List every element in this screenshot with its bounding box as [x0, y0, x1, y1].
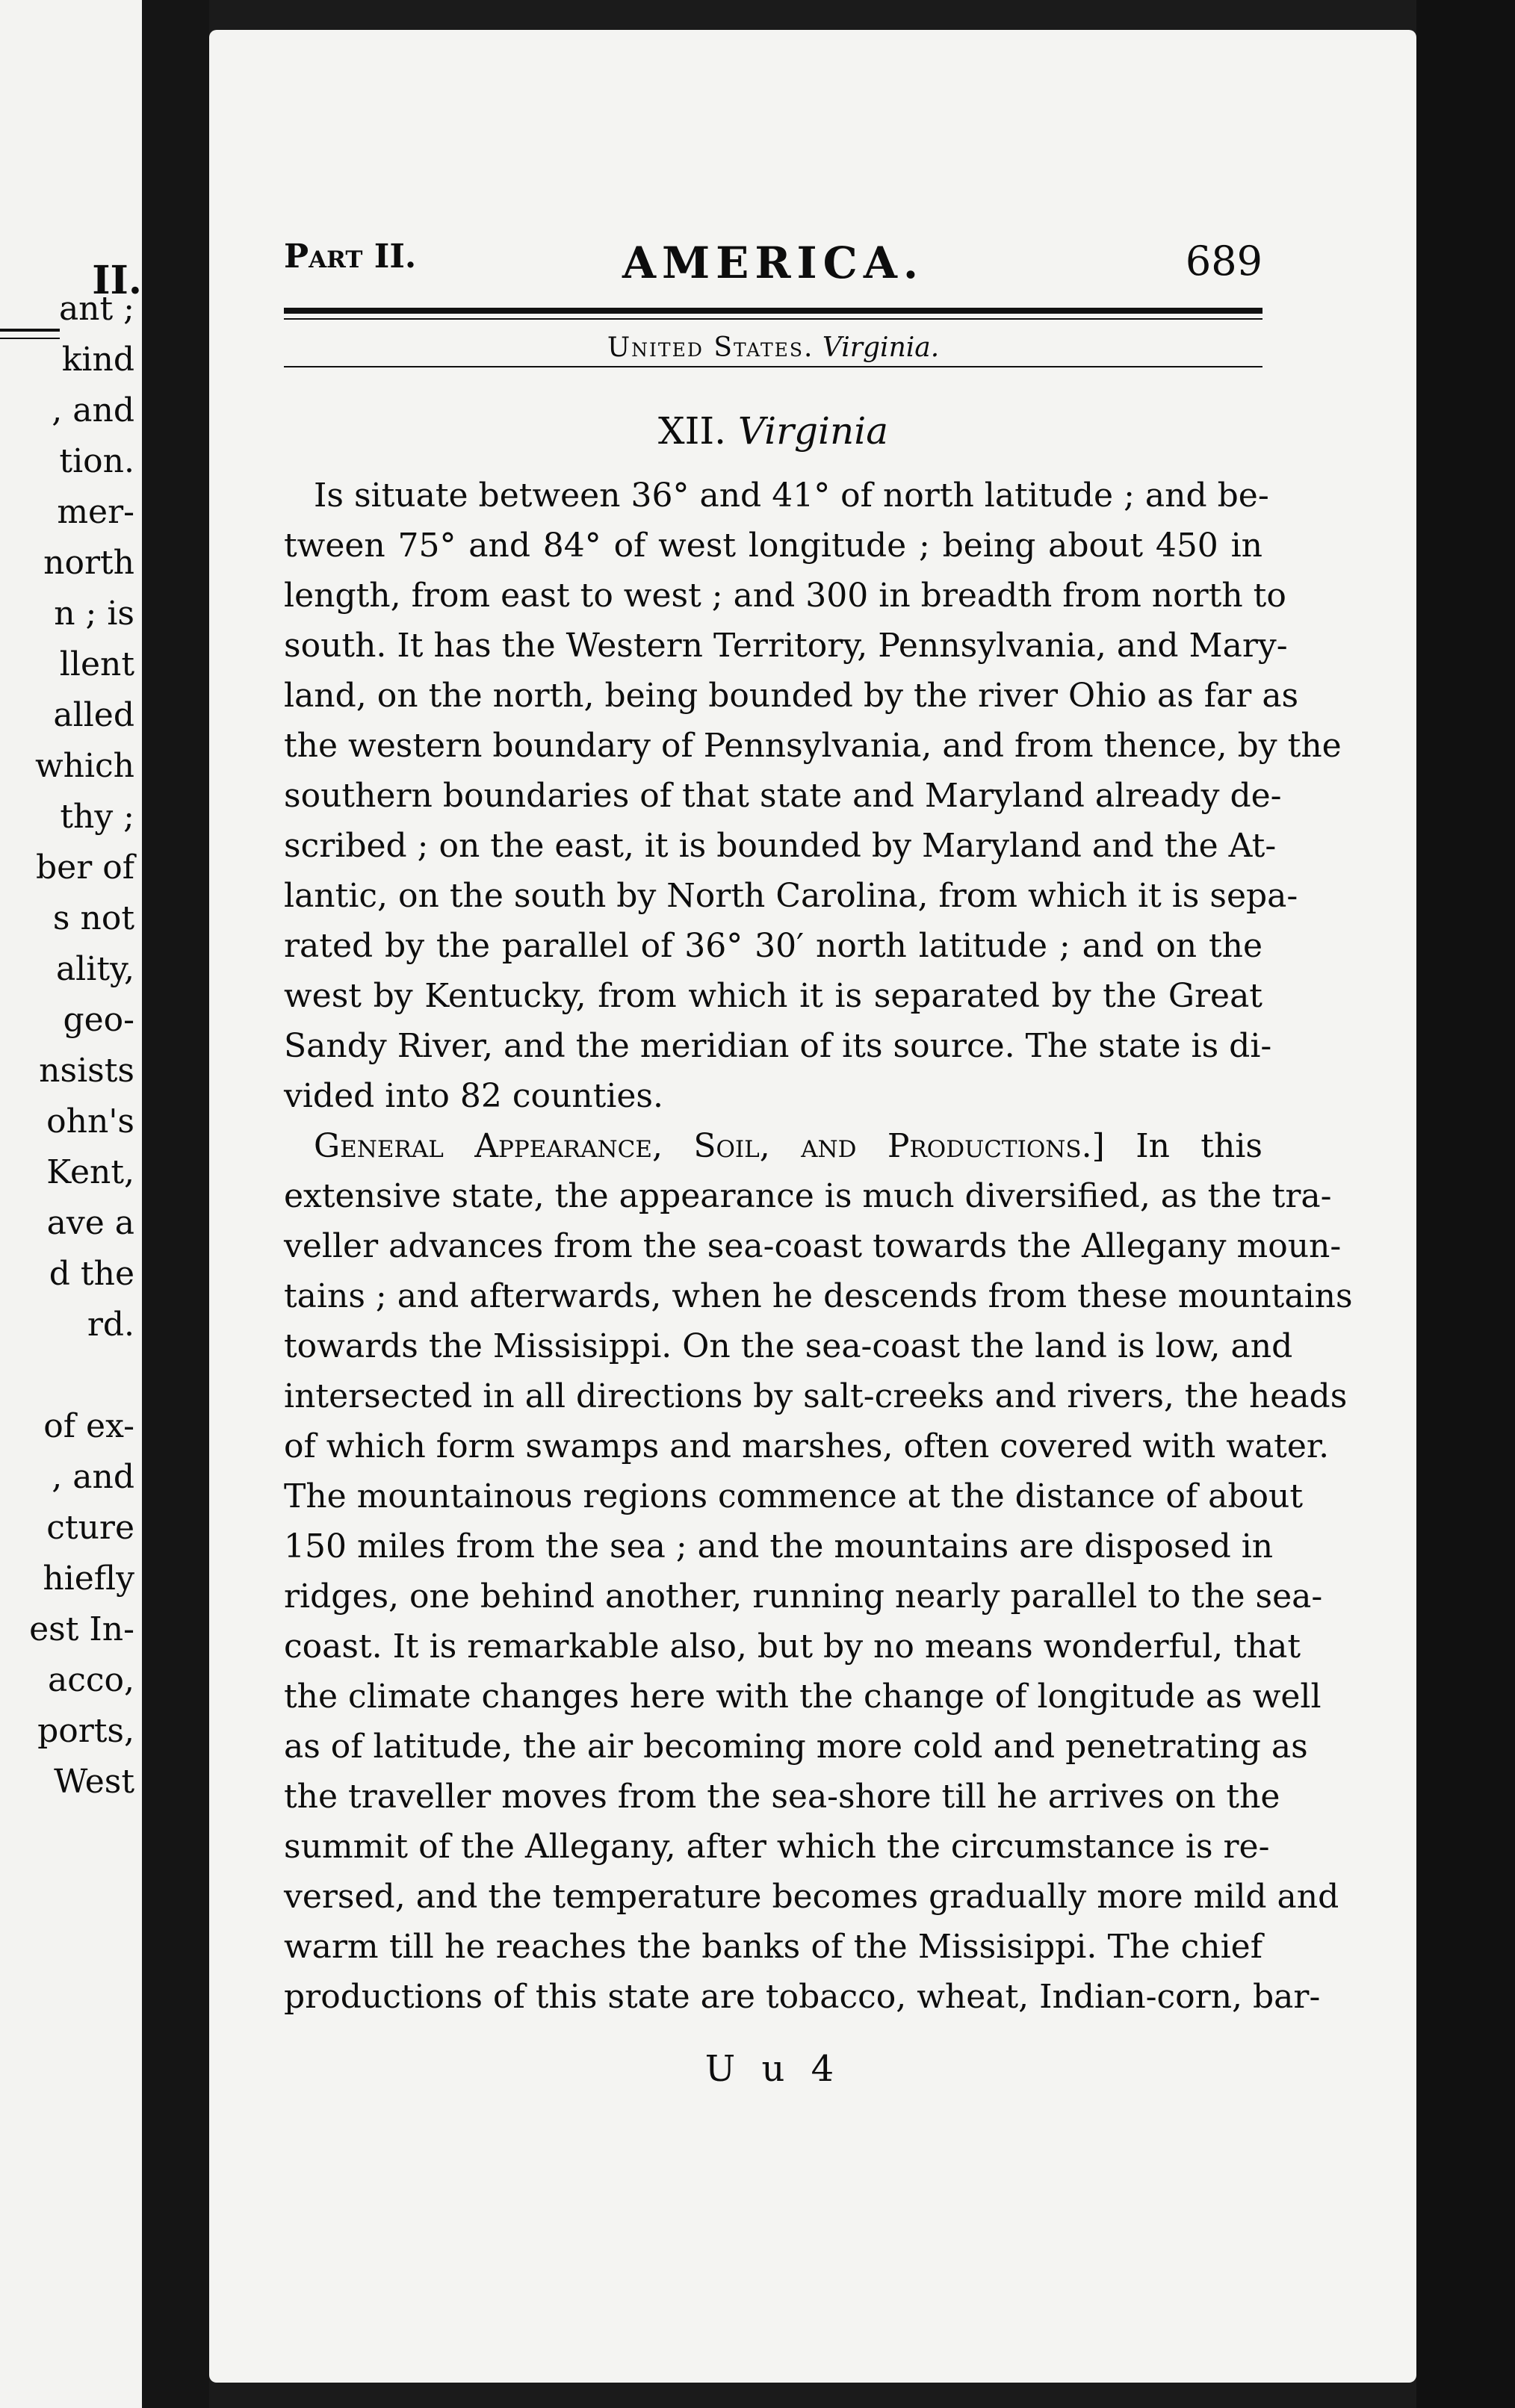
left-page-line: hiefly	[43, 1560, 134, 1598]
body-text	[284, 471, 1353, 2022]
text-line: land, on the north, being bounded by the river Ohio as far as	[284, 677, 1299, 715]
left-page-line: which	[34, 747, 134, 785]
left-page-line: ant ;	[58, 290, 134, 328]
text-line: the climate changes here with the change of longitude as well	[284, 1678, 1322, 1716]
text-line: ridges, one behind another, running nearly parallel to the sea-	[284, 1577, 1323, 1616]
text-line: lantic, on the south by North Carolina, from which it is sepa-	[284, 877, 1298, 915]
text-line: as of latitude, the air becoming more cold and penetrating as	[284, 1728, 1308, 1766]
left-page-line: acco,	[48, 1661, 134, 1699]
text-line: extensive state, the appearance is much diversified, as the tra-	[284, 1177, 1332, 1215]
left-page-line: ave a	[46, 1204, 134, 1242]
left-page-line: mer-	[57, 493, 134, 531]
subheading-rule	[284, 366, 1262, 367]
text-line: Sandy River, and the meridian of its source. The state is di-	[284, 1027, 1272, 1065]
paragraph-2-heading: General Appearance, Soil, and Productions.]	[314, 1127, 1105, 1165]
section-name: Virginia	[737, 409, 889, 453]
text-line: productions of this state are tobacco, wheat, Indian-corn, bar-	[284, 1978, 1321, 2016]
text-line: towards the Missisippi. On the sea-coast the land is low, and	[284, 1327, 1293, 1365]
paragraph-1	[284, 471, 1342, 1121]
left-page-line: ohn's	[46, 1102, 134, 1141]
left-page-line: tion.	[59, 442, 134, 480]
header-rule	[284, 308, 1262, 320]
left-page-line: thy ;	[60, 798, 134, 836]
left-page-line: geo-	[63, 1001, 134, 1039]
book-gutter	[142, 0, 209, 2408]
left-page-line: of ex-	[43, 1407, 134, 1445]
running-head	[284, 238, 1262, 297]
left-page-line: ality,	[55, 950, 134, 988]
left-page-line: n ; is	[54, 595, 134, 633]
running-head-title: AMERICA.	[622, 238, 925, 288]
left-page-line: s not	[52, 899, 134, 937]
text-line: 150 miles from the sea ; and the mountains are disposed in	[284, 1527, 1274, 1565]
section-title	[284, 409, 1262, 453]
left-page-line: cture	[46, 1509, 134, 1547]
left-page-line: nsists	[39, 1052, 134, 1090]
text-line: coast. It is remarkable also, but by no means wonderful, that	[284, 1627, 1301, 1666]
signature-mark: U u 4	[704, 2048, 842, 2090]
left-page-line: est In-	[29, 1610, 134, 1648]
text-line: tains ; and afterwards, when he descends from these mountains	[284, 1277, 1353, 1315]
page-edge-shadow	[1416, 0, 1515, 2408]
left-page-line: kind	[61, 341, 134, 379]
left-page-line: ber of	[36, 848, 134, 887]
text-line: versed, and the temperature becomes gradually more mild and	[284, 1878, 1339, 1916]
text-line: southern boundaries of that state and Maryland already de-	[284, 777, 1282, 815]
left-page-line: rd.	[87, 1306, 134, 1344]
left-page-line: alled	[53, 696, 134, 734]
text-line: summit of the Allegany, after which the circumstance is re-	[284, 1828, 1270, 1866]
left-page-text	[0, 284, 134, 1807]
text-line: vided into 82 counties.	[284, 1077, 663, 1115]
subheading	[284, 332, 1262, 364]
text-line: warm till he reaches the banks of the Missisippi. The chief	[284, 1928, 1262, 1966]
left-page-line: north	[43, 544, 134, 582]
left-page-line: llent	[59, 645, 134, 683]
subheading-state: Virginia.	[822, 332, 940, 363]
left-page-line: ports,	[37, 1712, 134, 1750]
text-line: south. It has the Western Territory, Pennsylvania, and Mary-	[284, 627, 1288, 665]
left-page-line: d the	[49, 1255, 134, 1293]
text-line: scribed ; on the east, it is bounded by Maryland and the At-	[284, 827, 1277, 865]
text-line: the western boundary of Pennsylvania, and from thence, by the	[284, 727, 1342, 765]
text-line: Is situate between 36° and 41° of north latitude ; and be-	[314, 477, 1269, 515]
text-line: tween 75° and 84° of west longitude ; being about 450 in	[284, 527, 1262, 565]
left-page-heading: II.	[92, 258, 142, 303]
text-line: the traveller moves from the sea-shore till he arrives on the	[284, 1778, 1280, 1816]
left-page-line: Kent,	[46, 1153, 134, 1191]
left-page-line	[0, 1350, 134, 1401]
section-number: XII.	[657, 409, 726, 453]
left-page-line: West	[54, 1763, 134, 1801]
left-page-fragment	[0, 0, 142, 2408]
text-line: veller advances from the sea-coast towards the Allegany moun-	[284, 1227, 1342, 1265]
paragraph-2	[284, 1121, 1353, 2022]
running-head-part: Part II.	[284, 238, 417, 276]
left-page-line: , and	[52, 1458, 134, 1496]
text-line: The mountainous regions commence at the distance of about	[284, 1477, 1303, 1515]
left-page-line: , and	[52, 391, 134, 429]
text-line: length, from east to west ; and 300 in breadth from north to	[284, 577, 1286, 615]
page-number: 689	[1185, 238, 1262, 285]
text-line: intersected in all directions by salt-creeks and rivers, the heads	[284, 1377, 1348, 1415]
text-line: rated by the parallel of 36° 30′ north latitude ; and on the	[284, 927, 1262, 965]
text-line: of which form swamps and marshes, often covered with water.	[284, 1427, 1330, 1465]
text-line: west by Kentucky, from which it is separated by the Great	[284, 977, 1262, 1015]
subheading-country: United States.	[607, 332, 814, 363]
paragraph-2-first-line-rest: In this	[1136, 1127, 1262, 1165]
paragraph-2-first-line	[284, 1121, 1262, 1171]
